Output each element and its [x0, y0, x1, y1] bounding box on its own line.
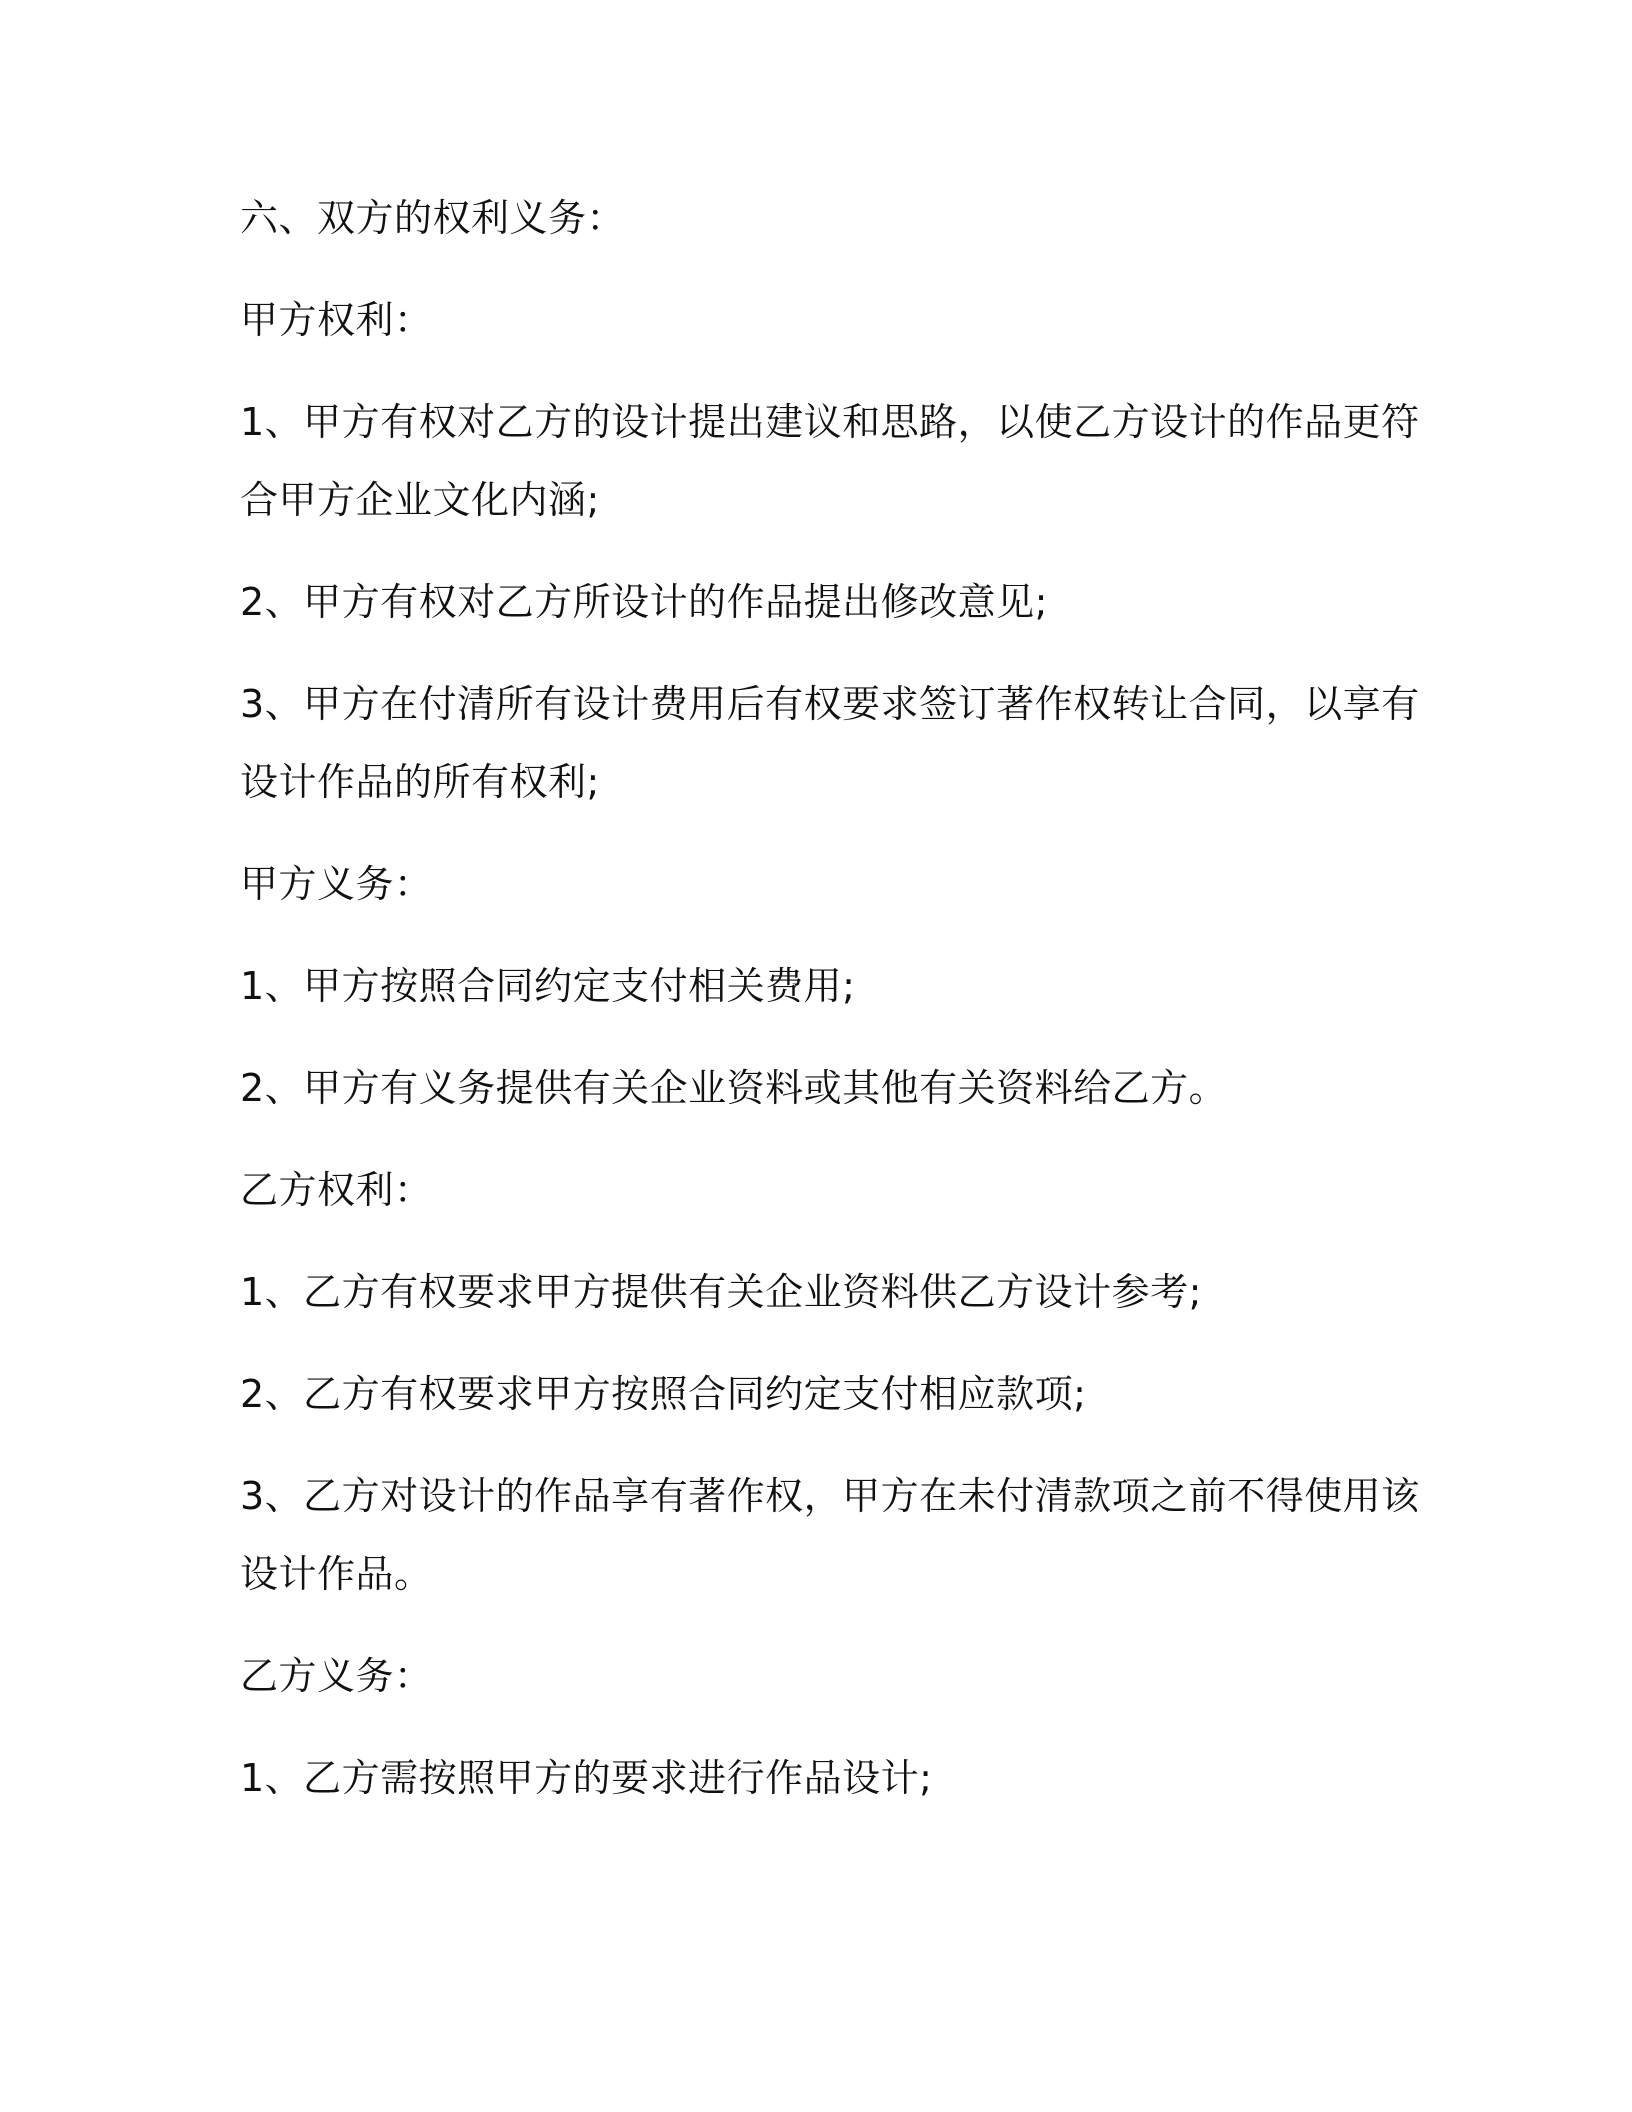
party-a-rights-item-3-line-2: 设计作品的所有权利; — [240, 760, 600, 804]
section-heading: 六、双方的权利义务： — [240, 196, 626, 240]
party-b-rights-item-2: 2、乙方有权要求甲方按照合同约定支付相应款项; — [240, 1372, 1087, 1416]
party-b-rights-item-1: 1、乙方有权要求甲方提供有关企业资料供乙方设计参考; — [240, 1270, 1202, 1314]
party-a-obligations-heading: 甲方义务： — [240, 862, 433, 906]
party-b-rights-item-3-line-1: 3、乙方对设计的作品享有著作权，甲方在未付清款项之前不得使用该 — [240, 1474, 1420, 1518]
party-a-rights-heading: 甲方权利： — [240, 298, 433, 342]
party-a-rights-item-3-line-1: 3、甲方在付清所有设计费用后有权要求签订著作权转让合同，以享有 — [240, 682, 1420, 726]
party-a-obligations-item-2: 2、甲方有义务提供有关企业资料或其他有关资料给乙方。 — [240, 1066, 1228, 1110]
party-b-rights-item-3-line-2: 设计作品。 — [240, 1552, 433, 1596]
party-a-rights-item-2: 2、甲方有权对乙方所设计的作品提出修改意见; — [240, 580, 1048, 624]
party-a-rights-item-1-line-2: 合甲方企业文化内涵; — [240, 478, 600, 522]
party-a-obligations-item-1: 1、甲方按照合同约定支付相关费用; — [240, 964, 856, 1008]
party-b-obligations-item-1: 1、乙方需按照甲方的要求进行作品设计; — [240, 1756, 933, 1800]
party-a-rights-item-1-line-1: 1、甲方有权对乙方的设计提出建议和思路，以使乙方设计的作品更符 — [240, 400, 1420, 444]
party-b-obligations-heading: 乙方义务： — [240, 1654, 433, 1698]
party-b-rights-heading: 乙方权利： — [240, 1168, 433, 1212]
